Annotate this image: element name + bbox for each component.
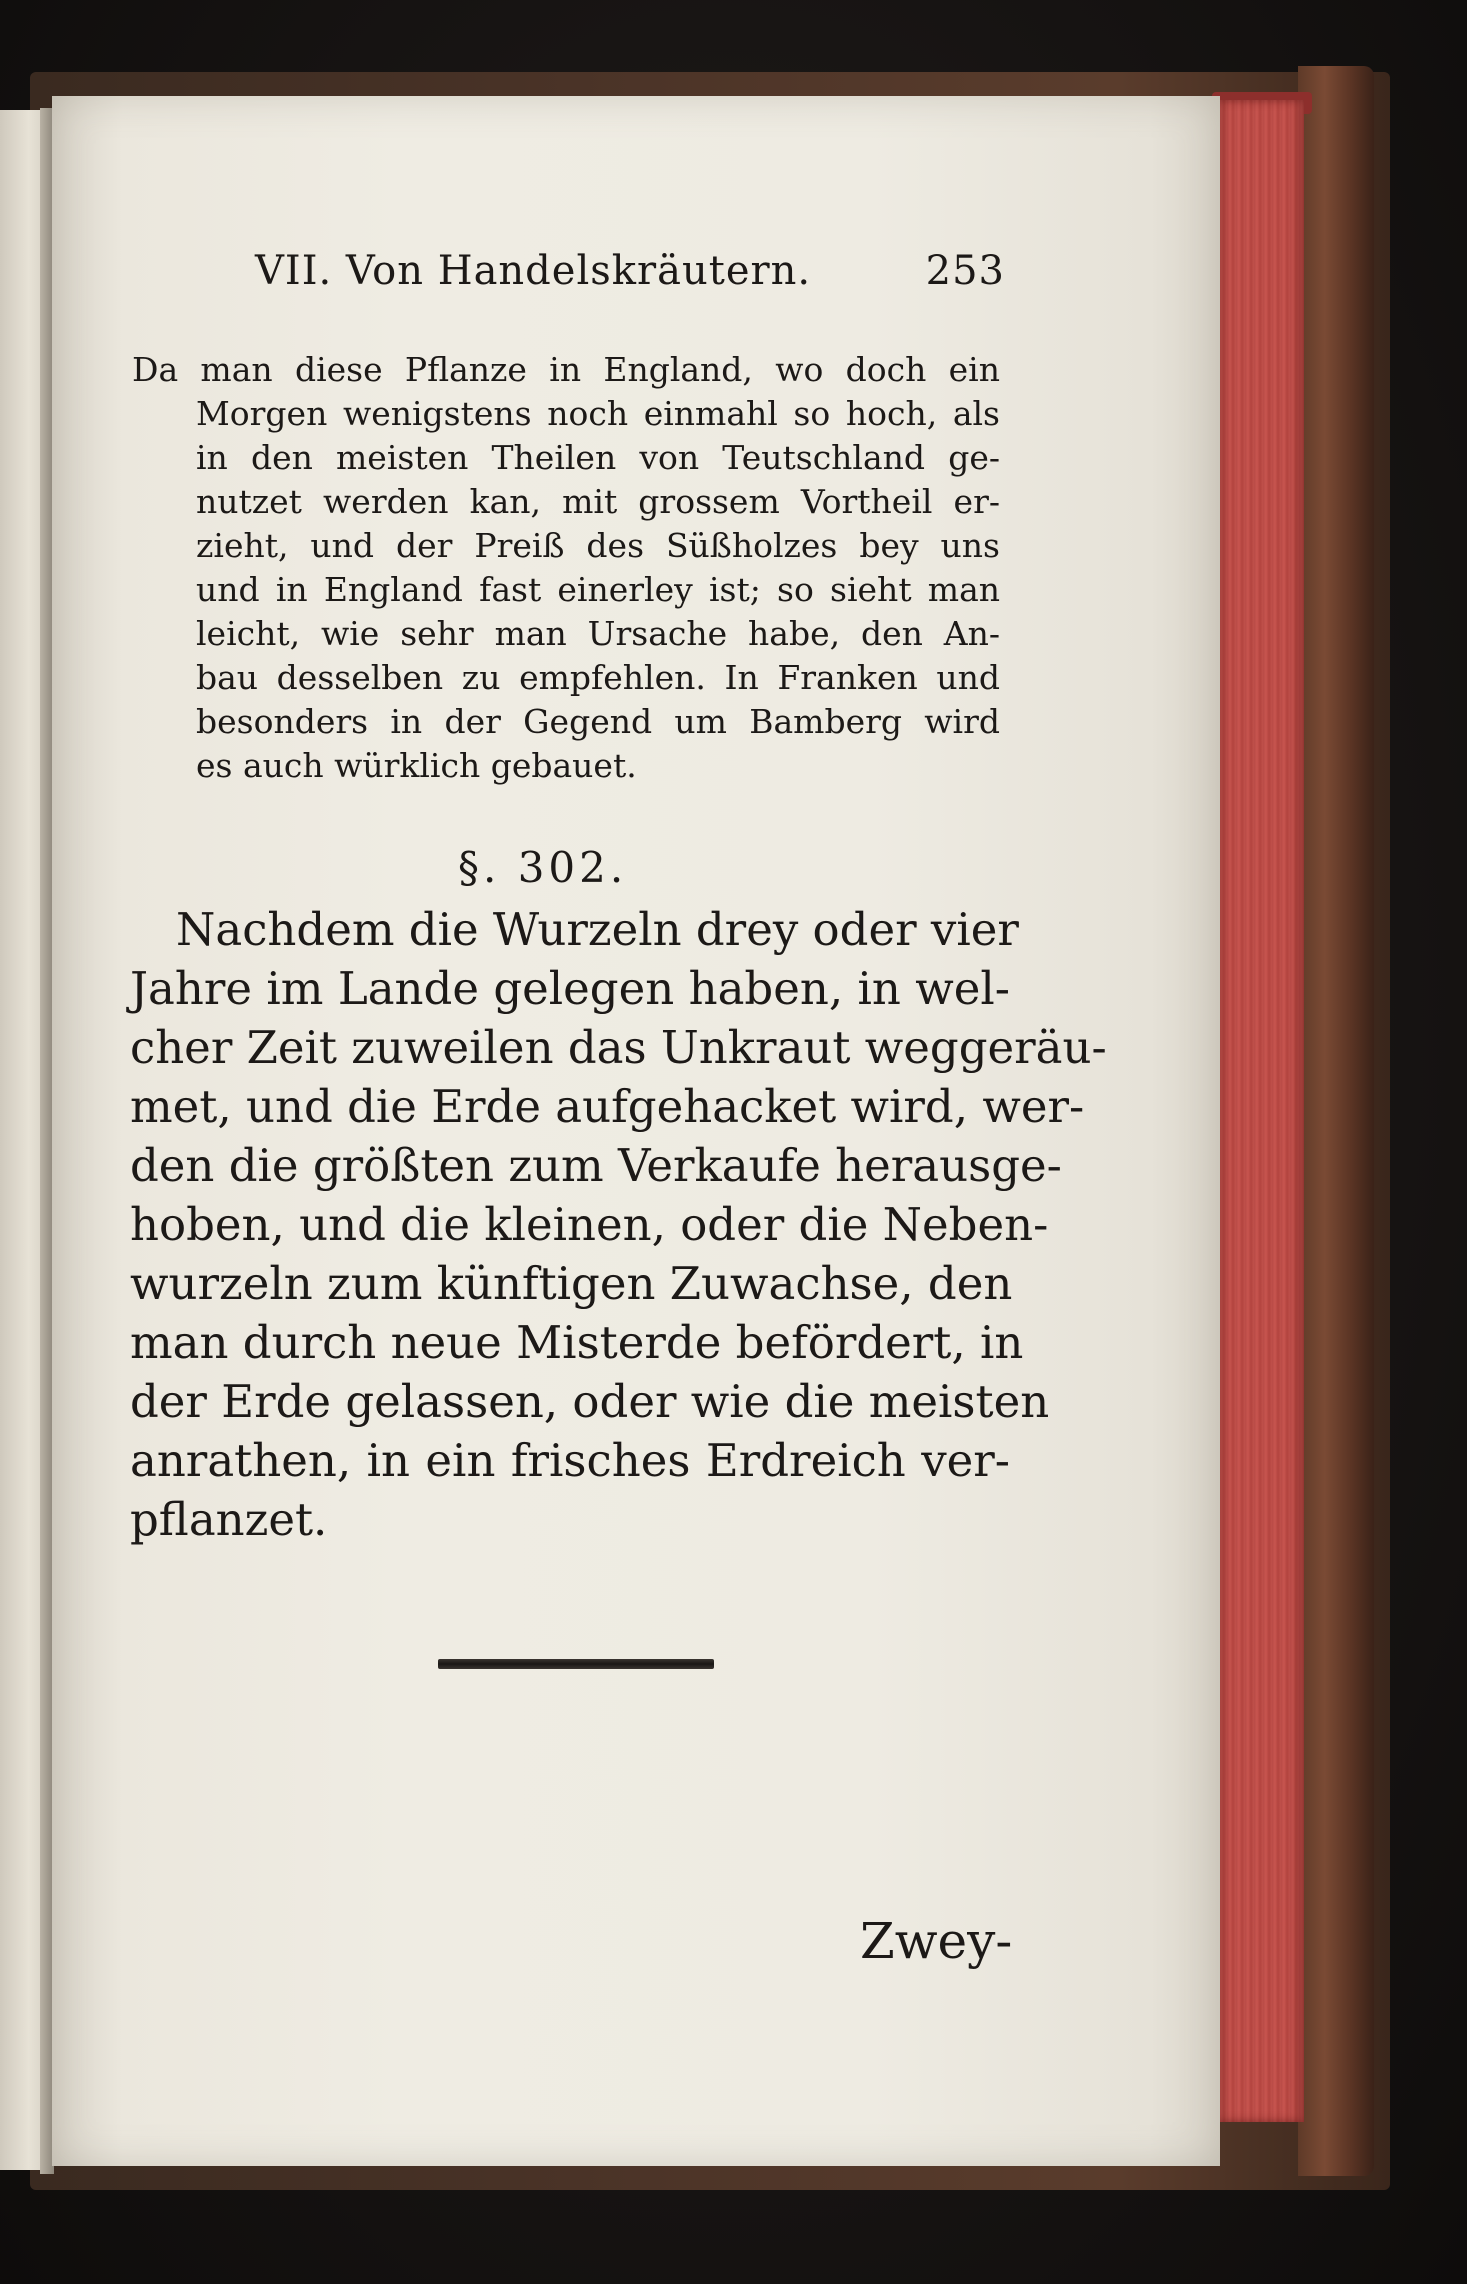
text-line: bau desselben zu empfehlen. In Franken und [196, 658, 1000, 697]
text-line: cher Zeit zuweilen das Unkraut weggeräu- [130, 1021, 1107, 1074]
running-head-title: VII. Von Handelskräutern. [255, 248, 812, 294]
text-line: es auch würklich gebauet. [196, 746, 637, 785]
small-print-paragraph [132, 348, 1000, 788]
text-line: pflanzet. [130, 1493, 328, 1546]
text-line: Da man diese Pflanze in England, wo doch ein [132, 350, 1000, 389]
text-line: Morgen wenigstens noch einmahl so hoch, als [196, 394, 1000, 433]
main-paragraph [130, 900, 1107, 1549]
book-spine-edge [1298, 66, 1374, 2176]
text-line: zieht, und der Preiß des Süßholzes bey uns [196, 526, 1000, 565]
text-line: in den meisten Theilen von Teutschland ge- [196, 438, 1000, 477]
text-line: hoben, und die kleinen, oder die Neben- [130, 1198, 1049, 1251]
text-line: der Erde gelassen, oder wie die meisten [130, 1375, 1050, 1428]
text-line: wurzeln zum künftigen Zuwachse, den [130, 1257, 1013, 1310]
text-line: man durch neue Misterde befördert, in [130, 1316, 1024, 1369]
text-line: nutzet werden kan, mit grossem Vortheil er- [196, 482, 1000, 521]
text-line: met, und die Erde aufgehacket wird, wer- [130, 1080, 1085, 1133]
red-page-edges [1218, 100, 1304, 2122]
text-line: leicht, wie sehr man Ursache habe, den An- [196, 614, 1000, 653]
text-line: den die größten zum Verkaufe herausge- [130, 1139, 1062, 1192]
page-number: 253 [925, 248, 1005, 294]
text-line: anrathen, in ein frisches Erdreich ver- [130, 1434, 1010, 1487]
text-line: Nachdem die Wurzeln drey oder vier [176, 903, 1019, 956]
running-head [255, 248, 1005, 308]
text-line: Jahre im Lande gelegen haben, in wel- [130, 962, 1010, 1015]
section-heading: §. 302. [458, 843, 628, 892]
catchword: Zwey- [860, 1912, 1013, 1970]
text-line: besonders in der Gegend um Bamberg wird [196, 702, 1000, 741]
text-line: und in England fast einerley ist; so sieht man [196, 570, 1000, 609]
ornamental-rule [438, 1659, 714, 1669]
